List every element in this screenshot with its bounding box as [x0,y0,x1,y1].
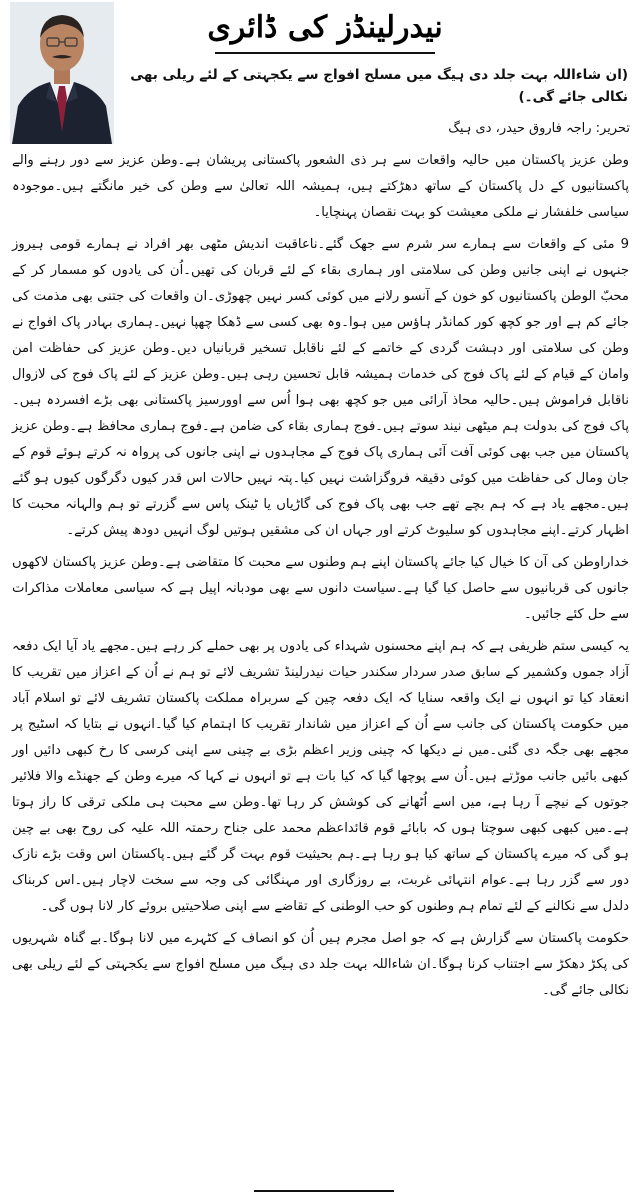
article-paragraph: خداراوطن کی آن کا خیال کیا جائے پاکستان اپنے ہم وطنوں سے محبت کا متقاضی ہے۔وطن عزیز پاکستان لاکھوں جانوں کی قربانیوں سے حاصل کیا گیا ہے۔سیاست دانوں سے بھی مودبانہ اپیل ہے کہ سیاسی معاملات مذاکرات سے حل کئے جائیں۔ [12,555,629,622]
author-portrait-image [10,2,114,144]
footer-divider [254,1190,394,1192]
article-paragraph: حکومت پاکستان سے گزارش ہے کہ جو اصل مجرم ہیں اُن کو انصاف کے کٹہرے میں لانا ہوگا۔بے گناہ شہریوں کی پکڑ دھکڑ سے اجتناب کرنا ہوگا۔ان شاءاللہ بہت جلد دی ہیگ میں مسلح افواج سے یکجہتی کے لئے ریلی بھی نکالی جائے گی۔ [12,931,629,998]
title-underline [215,52,435,54]
article-paragraph: یہ کیسی ستم ظریفی ہے کہ ہم اپنے محسنوں شہداء کی یادوں پر بھی حملے کر رہے ہیں۔مجھے یاد آیا ایک دفعہ آزاد جموں وکشمیر کے سابق صدر سردار سکندر حیات نیدرلینڈ تشریف لائے تو ہم نے اُن کے اعزاز میں تقریب کا انعقاد کیا تو انہوں نے ایک واقعہ سنایا کہ ایک دفعہ چین کے سربراہ مملکت پاکستان تشریف لائے تو اسلام آباد میں حکومت پاکستان کی جانب سے اُن کے اعزاز میں شاندار تقریب کا اہتمام کیا گیا۔انہوں نے بتایا کہ اسٹیج پر مجھے بھی جگہ دی گئی۔میں نے دیکھا کہ چینی وزیر اعظم بڑی بے چینی سے اپنی کرسی کا رخ کبھی دائیں اور کبھی بائیں جانب موڑتے ہیں۔اُن سے پوچھا گیا کہ کیا بات ہے تو انہوں نے کہا کہ میرے وطن کے جھنڈے والا فلائیر جوتوں کے نیچے آ رہا ہے، میں اسے اُٹھانے کی کوشش کر رہا تھا۔وطن سے محبت ہی ملکی ترقی کا راز ہوتا ہے۔میں کبھی کبھی سوچتا ہوں کہ بابائے قوم قائداعظم محمد علی جناح رحمتہ اللہ علیہ کی روح بھی بے چین ہو گی کہ میرے پاکستان کے ساتھ کیا ہو رہا ہے۔ہم بحیثیت قوم بہت گر گئے ہیں۔پاکستان اس وقت بڑے نازک دور سے گزر رہا ہے۔عوام انتہائی غربت، بے روزگاری اور مہنگائی کی وجہ سے سخت لاچار ہیں۔اس کربناک دلدل سے نکالنے کے لئے تمام ہم وطنوں کو حب الوطنی کے تقاضے سے اپنی صلاحیتیں بروئے کار لانا ہوں گی۔ [12,639,629,914]
article-title: نیدرلینڈز کی ڈائری [207,10,443,45]
article-paragraph: وطن عزیز پاکستان میں حالیہ واقعات سے ہر ذی الشعور پاکستانی پریشان ہے۔وطن عزیز سے دور رہنے والے پاکستانیوں کے دل پاکستان کے ساتھ دھڑکتے ہیں، ہمیشہ اللہ تعالیٰ سے وطن کی خیر مانگتے ہیں۔موجودہ سیاسی خلفشار نے ملکی معیشت کو بہت نقصان پہنچایا۔ [12,153,629,220]
article-paragraph: 9 مئی کے واقعات سے ہمارے سر شرم سے جھک گئے۔ناعاقبت اندیش مٹھی بھر افراد نے ہمارے قومی ہیروز جنہوں نے اپنی جانیں وطن کی سلامتی اور ہماری بقاء کے لئے قربان کی تھیں۔اُن کی یادوں کو مسمار کر کے محبّ الوطن پاکستانیوں کو خون کے آنسو رلانے میں کوئی کسر نہیں چھوڑی۔ان واقعات کی جتنی بھی مذمت کی جائے کم ہے اور جو کچھ کور کمانڈر ہاؤس میں ہوا۔وہ بھی کسی سے ڈھکا چھپا نہیں۔ہماری بہادر پاک افواج نے وطن کی سلامتی اور دہشت گردی کے خاتمے کے لئے ناقابل تسخیر قربانیاں دیں۔وطن عزیز کی حفاظت امن وامان کے قیام کے لئے پاک فوج کی خدمات ہمیشہ قابل تحسین رہی ہیں۔وطن عزیز کے لئے پاک فوج کی لازوال ناقابل فراموش ہیں۔حالیہ محاذ آرائی میں جو کچھ بھی ہوا اُس سے اوورسیز پاکستانی بھی بڑے افسردہ ہیں۔پاک فوج کی بدولت ہم میٹھی نیند سوتے ہیں۔فوج ہماری بقاء کی ضامن ہے۔فوج ہماری محافظ ہے۔وطن عزیز پاکستان میں جب بھی کوئی آفت آئی ہماری پاک فوج کے مجاہدوں نے اپنی جانوں کی پرواہ نہ کرتے ہوئے قوم کے جان ومال کی حفاظت میں کوئی دقیقہ فروگزاشت نہیں کیا۔پتہ نہیں حالات اس قدر کیوں دگرگوں کیوں ہو گئے ہیں۔مجھے یاد ہے کہ ہم بچے تھے جب بھی پاک فوج کی گاڑیاں یا ٹینک پاس سے گزرتے تو ہم والہانہ محبت کا اظہار کرتے۔اپنے مجاہدوں کو سلیوٹ کرتے اور جہاں ان کی مشقیں ہوتیں لوگ انہیں دودھ پیش کرتے۔ [12,237,629,538]
author-photo [10,2,114,144]
article-subtitle: (ان شاءاللہ بہت جلد دی ہیگ میں مسلح افواج سے یکجہتی کے لئے ریلی بھی نکالی جائے گی۔) [130,67,628,105]
article-byline: تحریر: راجہ فاروق حیدر، دی ہیگ [448,121,630,136]
article-body [12,148,629,1010]
